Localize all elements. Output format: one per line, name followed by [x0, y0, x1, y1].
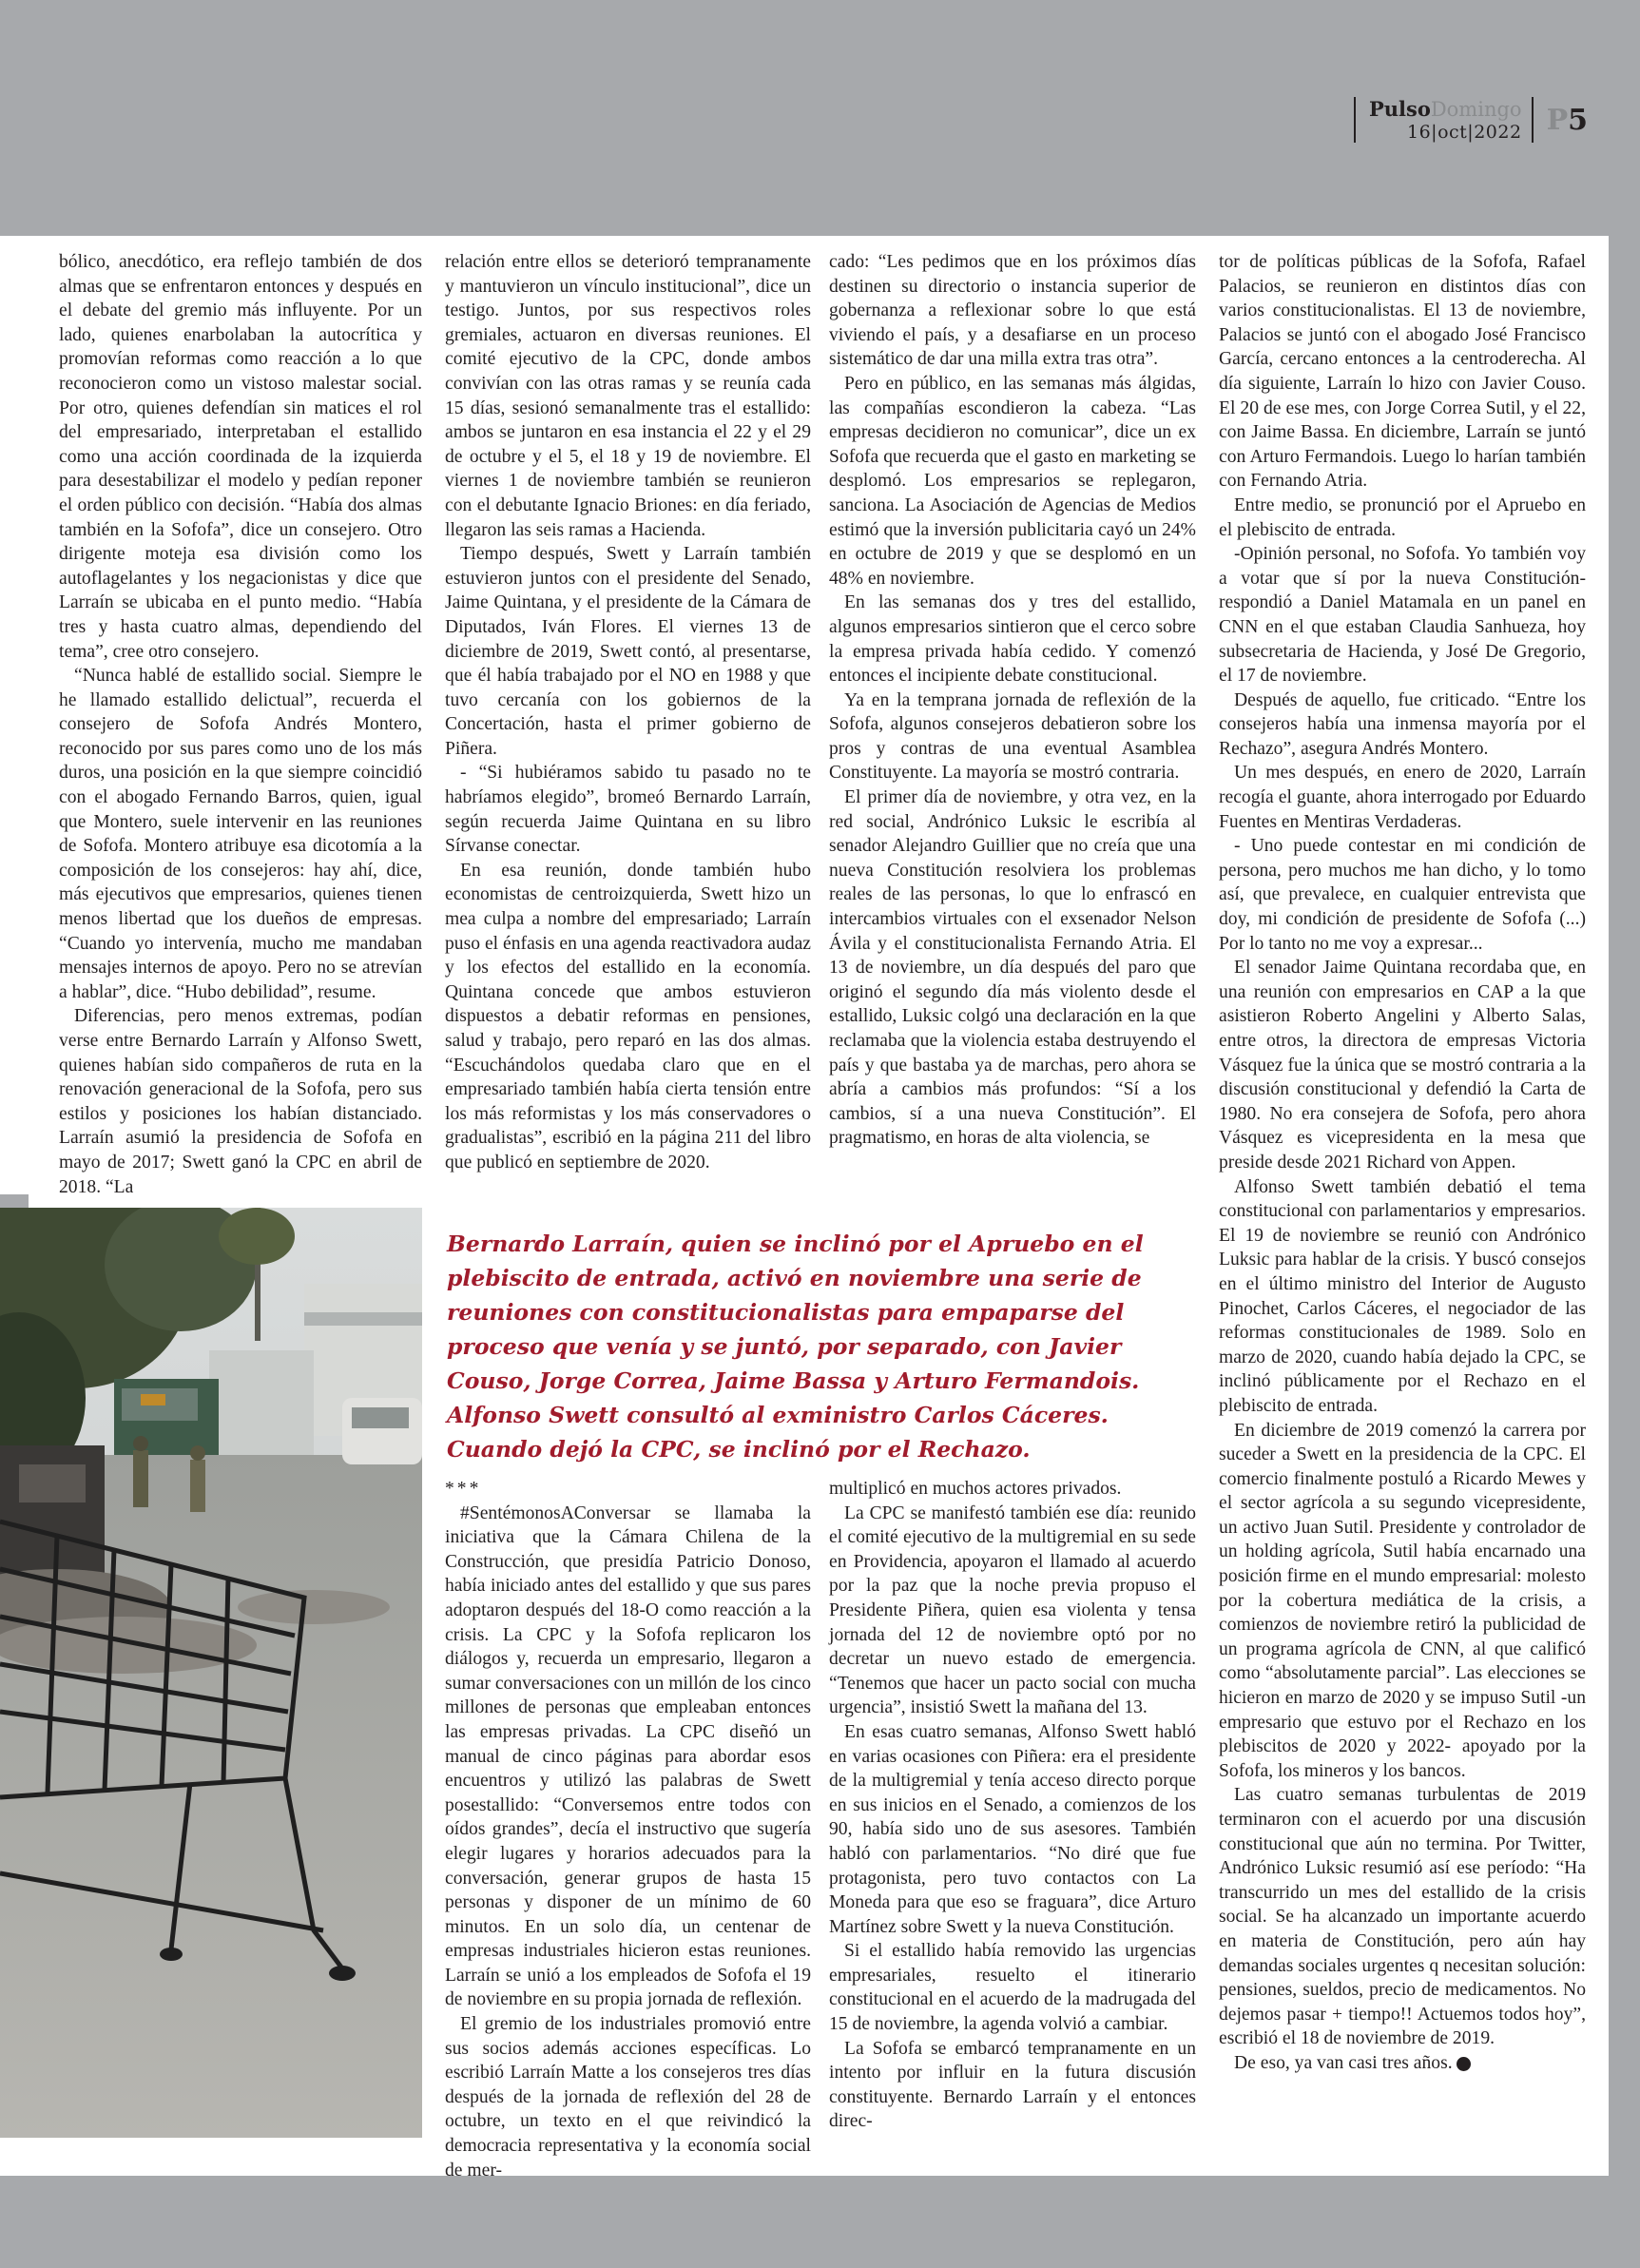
paragraph: Un mes después, en enero de 2020, Larraín recogía el guante, ahora interrogado por Eduardo Fuentes en Mentiras Verdaderas. — [1219, 763, 1586, 832]
brand-name — [1368, 96, 1522, 121]
paragraph: El senador Jaime Quintana recordaba que, en una reunión con empresarios en CAP a la que asistieron Roberto Angelini y Alberto Salas, entre otros, la directora de empresas Victoria Vásquez fue la única que se mostró contraria a la discusión constitucional y defendió la Carta de 1980. No era consejera de Sofofa, pero ahora Vásquez es vicepresidenta en la mesa que preside desde 2021 Richard von Appen. — [1219, 958, 1586, 1173]
closing-text: De eso, ya van casi tres años. — [1234, 2052, 1453, 2073]
paragraph: #SentémonosAConversar se llamaba la iniciativa que la Cámara Chilena de la Construcción, que presidía Patricio Donoso, había iniciado antes del estallido y que sus pares adoptaron después del 18-O como reacción a la crisis. La CPC y la Sofofa replicaron los diálogos y, recuerda un empresario, llegaron a sumar conversaciones con un millón de los cinco millones de personas que empleaban entonces las empresas privadas. La CPC diseñó un manual de cinco páginas para abordar esos encuentros y utilizó las palabras de Swett posestallido: “Conversemos entre todos con oídos grandes”, decía el instructivo que sugería elegir lugares y horarios adecuados para la conversación, generar grupos de hasta 15 personas y disponer de un mínimo de 60 minutos. En un solo día, un centenar de empresas industriales hicieron estas reuniones. Larraín se unió a los empleados de Sofofa el 19 de noviembre en su propia jornada de reflexión. — [445, 1502, 811, 2010]
closing-paragraph — [1219, 2051, 1586, 2076]
article-column-4 — [1219, 250, 1586, 2076]
publication-brand — [1368, 96, 1522, 143]
paragraph: “Nunca hablé de estallido social. Siempre le he llamado estallido delictual”, recuerda el consejero de Sofofa Andrés Montero, reconocido por sus pares como uno de los más duros, una posición en la que siempre coincidió con el abogado Fernando Barros, quien, igual que Montero, suele intervenir en las reuniones de Sofofa. Montero atribuye esa dicotomía a la composición de los consejeros: hay ahí, dice, más ejecutivos que empresarios, quienes tienen menos libertad que los dueños de empresas. “Cuando yo intervenía, mucho me mandaban mensajes internos de apoyo. Pero no se atrevían a hablar”, dice. “Hubo debilidad”, resume. — [59, 666, 422, 1002]
article-column-1 — [59, 250, 422, 1199]
paragraph: Pero en público, en las semanas más álgidas, las compañías escondieron la cabeza. “Las empresas decidieron no comunicar”, dice un ex Sofofa que recuerda que el gasto en marketing se desplomó. Los empresarios se replegaron, sanciona. La Asociación de Agencias de Medios estimó que la inversión publicitaria cayó un 24% en octubre de 2019 y que se desplomó en un 48% en noviembre. — [829, 373, 1196, 589]
paragraph: Ya en la temprana jornada de reflexión de la Sofofa, algunos consejeros debatieron sobre los pros y contras de una eventual Asamblea Constituyente. La mayoría se mostró contraria. — [829, 689, 1196, 784]
article-column-2 — [445, 250, 811, 1175]
paragraph: En diciembre de 2019 comenzó la carrera por suceder a Swett en la presidencia de la CPC. El comercio finalmente postuló a Ricardo Mewes y el sector agrícola a su segundo vicepresidente, un activo Juan Sutil. Presidente y controlador de un holding agrícola, Sutil había encarnado una posición firme en el mundo empresarial: molesto por la cobertura mediática de la crisis, a comienzos de noviembre retiró la publicidad de un programa agrícola de CNN, al que calificó como “absolutamente parcial”. Las elecciones se hicieron en marzo de 2020 y se impuso Sutil -un empresario que estuvo por el Rechazo en los plebiscitos de 2020 y 2022- apoyado por la Sofofa, los mineros y los bancos. — [1219, 1420, 1586, 1781]
paragraph: Diferencias, pero menos extremas, podían verse entre Bernardo Larraín y Alfonso Swett, quienes habían sido compañeros de ruta en la renovación generacional de la Sofofa, pero sus estilos y posiciones los habían distanciado. Larraín asumió la presidencia de Sofofa en mayo de 2017; Swett ganó la CPC en abril de 2018. “La — [59, 1006, 422, 1197]
issue-date: 16|oct|2022 — [1407, 121, 1522, 143]
paragraph: Entre medio, se pronunció por el Apruebo en el plebiscito de entrada. — [1219, 494, 1586, 540]
brand-bold: Pulso — [1368, 96, 1431, 121]
paragraph: cado: “Les pedimos que en los próximos días destinen su directorio o instancia superior de gobernanza a reflexionar sobre lo que está viviendo el país, y a desafiarse en un proceso sistemático de dar una milla extra tras otra”. — [829, 252, 1196, 370]
paragraph: En las semanas dos y tres del estallido, algunos empresarios sintieron que el cerco sobre la empresa privada había cedido. Y comenzó entonces el incipiente debate constitucional. — [829, 592, 1196, 687]
article-column-3-bottom — [829, 1477, 1196, 2134]
paragraph: - “Si hubiéramos sabido tu pasado no te habríamos elegido”, bromeó Bernardo Larraín, según recuerda Jaime Quintana en su libro Sírvanse conectar. — [445, 763, 811, 857]
paragraph: La CPC se manifestó también ese día: reunido el comité ejecutivo de la multigremial en su sede en Providencia, apoyaron el llamado al acuerdo por la paz que la noche previa propuso el Presidente Piñera, quien esa violenta y tensa jornada del 12 de noviembre optó por no decretar un nuevo estado de emergencia. “Tenemos que hacer un pacto social con mucha urgencia”, insistió Swett la mañana del 13. — [829, 1502, 1196, 1718]
brand-light: Domingo — [1430, 97, 1522, 121]
paragraph: Si el estallido había removido las urgencias empresariales, resuelto el itinerario constitucional en el acuerdo de la madrugada del 15 de noviembre, la agenda volvió a cambiar. — [829, 1941, 1196, 2035]
page-digit: 5 — [1568, 103, 1588, 137]
pull-quote: Bernardo Larraín, quien se inclinó por el Apruebo en el plebiscito de entrada, activó en noviembre una serie de reuniones con constitucionalistas para empaparse del proceso que venía y se juntó, por separado, con Javier Couso, Jorge Correa, Jaime Bassa y Arturo Fermandois. Alfonso Swett consultó al exministro Carlos Cáceres. Cuando dejó la CPC, se inclinó por el Rechazo. — [447, 1231, 1144, 1463]
page-paper-margin — [0, 236, 29, 1194]
paragraph: En esa reunión, donde también hubo economistas de centroizquierda, Swett hizo un mea culpa a nombre del empresariado; Larraín puso el énfasis en una agenda reactivadora audaz y los efectos del estallido en la economía. Quintana concede que ambos estuvieron dispuestos a debatir reformas en pensiones, salud y trabajo, pero reparó en las dos almas. “Escuchándolos quedaba claro que en el empresariado también había cierta tensión entre los más reformistas y los más conservadores o gradualistas”, escribió en la página 211 del libro que publicó en septiembre de 2020. — [445, 860, 811, 1173]
page-header — [1354, 97, 1588, 143]
paragraph: tor de políticas públicas de la Sofofa, Rafael Palacios, se reunieron en distintos días con varios constitucionalistas. El 13 de noviembre, Palacios se juntó con el abogado José Francisco García, cercano entonces a la centroderecha. Al día siguiente, Larraín lo hizo con Javier Couso. El 20 de ese mes, con Jorge Correa Sutil, y el 22, con Jaime Bassa. En diciembre, Larraín se juntó con Arturo Fermandois. Luego lo harían también con Fernando Atria. — [1219, 252, 1586, 492]
page-paper-margin — [0, 2138, 29, 2176]
header-divider — [1532, 97, 1534, 143]
article-column-3 — [829, 250, 1196, 1151]
paragraph: En esas cuatro semanas, Alfonso Swett habló en varias ocasiones con Piñera: era el presidente de la multigremial y tenía acceso directo porque en sus inicios en el Senado, a comienzos de los 90, había sido uno de sus asesores. También habló con parlamentarios. “No diré que fue protagonista, pero tuvo contactos con La Moneda para que eso se fraguara”, dice Arturo Martínez sobre Swett y la nueva Constitución. — [829, 1721, 1196, 1937]
paragraph: - Uno puede contestar en mi condición de persona, pero muchos me han dicho, y lo tomo así, que prevalece, en cualquier entrevista que doy, mi condición de presidente de Sofofa (...) Por lo tanto no me voy a expresar... — [1219, 836, 1586, 954]
page-number — [1547, 104, 1588, 137]
article-column-2-bottom — [445, 1477, 811, 2182]
street-scene-photo — [0, 1208, 422, 2138]
paragraph: La Sofofa se embarcó tempranamente en un intento por influir en la futura discusión constituyente. Bernardo Larraín y el entonces direc- — [829, 2038, 1196, 2132]
news-photo — [0, 1208, 422, 2138]
page-letter: P — [1546, 103, 1569, 137]
paragraph: relación entre ellos se deterioró tempranamente y mantuvieron un vínculo institucional”, dice un testigo. Juntos, por sus respectivos roles gremiales, actuaron en diversas reuniones. El comité ejecutivo de la CPC, donde ambos convivían con las otras ramas y se reunía cada 15 días, sesionó semanalmente tras el estallido: ambos se juntaron en esa instancia el 22 y el 29 de octubre y el 5, el 18 y 19 de noviembre. El viernes 1 de noviembre también se reunieron con el debutante Ignacio Briones: en día feriado, llegaron las seis ramas a Hacienda. — [445, 252, 811, 540]
section-break: *** — [445, 1479, 482, 1499]
paragraph: El gremio de los industriales promovió entre sus socios además acciones específicas. Lo escribió Larraín Matte a los consejeros tres días después de la jornada de reflexión del 28 de octubre, un texto en el que reivindicó la democracia representativa y la economía social de mer- — [445, 2014, 811, 2181]
paragraph: multiplicó en muchos actores privados. — [829, 1479, 1122, 1499]
header-divider — [1354, 97, 1356, 143]
paragraph: Las cuatro semanas turbulentas de 2019 terminaron con el acuerdo por una discusión constitucional que aún no termina. Por Twitter, Andrónico Luksic resumió así ese período: “Ha transcurrido un mes del estallido de la crisis social. Se ha alcanzado un importante acuerdo en materia de Constitución, pero aún hay demandas sociales urgentes q necesitan solución: pensiones, sueldos, precio de medicamentos. No dejemos pasar + tiempo!! Actuemos todos hoy”, escribió el 18 de noviembre de 2019. — [1219, 1785, 1586, 2049]
end-mark-icon: P — [1457, 2057, 1471, 2071]
paragraph: -Opinión personal, no Sofofa. Yo también voy a votar que sí por la nueva Constitución- respondió a Daniel Matamala en un panel en CNN en el que estaban Claudia Sanhueza, hoy subsecretaria de Hacienda, y José De Gregorio, el 17 de noviembre. — [1219, 544, 1586, 687]
paragraph: Tiempo después, Swett y Larraín también estuvieron juntos con el presidente del Senado, Jaime Quintana, y el presidente de la Cámara de Diputados, Iván Flores. El viernes 13 de diciembre de 2019, Swett contó, al presentarse, que él había trabajado por el NO en 1988 y que tuvo cercanía con los gobiernos de la Concertación, hasta el primer gobierno de Piñera. — [445, 544, 811, 759]
paragraph: bólico, anecdótico, era reflejo también de dos almas que se enfrentaron entonces y después en el debate del gremio más influyente. Por un lado, quienes enarbolaban la autocrítica y promovían reformas como reacción a lo que reconocieron como un vistoso malestar social. Por otro, quienes defendían sin matices el rol del empresariado, interpretaban el estallido como una acción coordinada de la izquierda para desestabilizar el modelo y pedían reponer el orden público con decisión. “Había dos almas también en la Sofofa”, dice un consejero. Otro dirigente moteja esa división como los autoflagelantes y los negacionistas y dice que Larraín se ubicaba en el punto medio. “Había tres y hasta cuatro almas, dependiendo del tema”, cree otro consejero. — [59, 252, 422, 662]
paragraph: Después de aquello, fue criticado. “Entre los consejeros había una inmensa mayoría por el Rechazo”, asegura Andrés Montero. — [1219, 689, 1586, 759]
paragraph: El primer día de noviembre, y otra vez, en la red social, Andrónico Luksic le escribía al senador Alejandro Guillier que no creía que una nueva Constitución resolviera los problemas reales de las personas, lo que lo enfrascó en intercambios virtuales con el exsenador Nelson Ávila y el constitucionalista Fernando Atria. El 13 de noviembre, un día después del paro que originó el segundo día más violento desde el estallido, Luksic colgó una declaración en la que reclamaba que la violencia estaba destruyendo el país y que bastaba ya de marchas, pero ahora se abría a cambios más profundos: “Sí a los cambios, sí a una nueva Constitución”. El pragmatismo, en horas de alta violencia, se — [829, 787, 1196, 1149]
paragraph: Alfonso Swett también debatió el tema constitucional con parlamentarios y empresarios. El 19 de noviembre se reunió con Andrónico Luksic para hablar de la crisis. Y buscó consejos en el último ministro del Interior de Augusto Pinochet, Carlos Cáceres, el negociador de las reformas constitucionales de 1989. Solo en marzo de 2020, cuando había dejado la CPC, se inclinó públicamente por el Rechazo en el plebiscito de entrada. — [1219, 1176, 1586, 1416]
